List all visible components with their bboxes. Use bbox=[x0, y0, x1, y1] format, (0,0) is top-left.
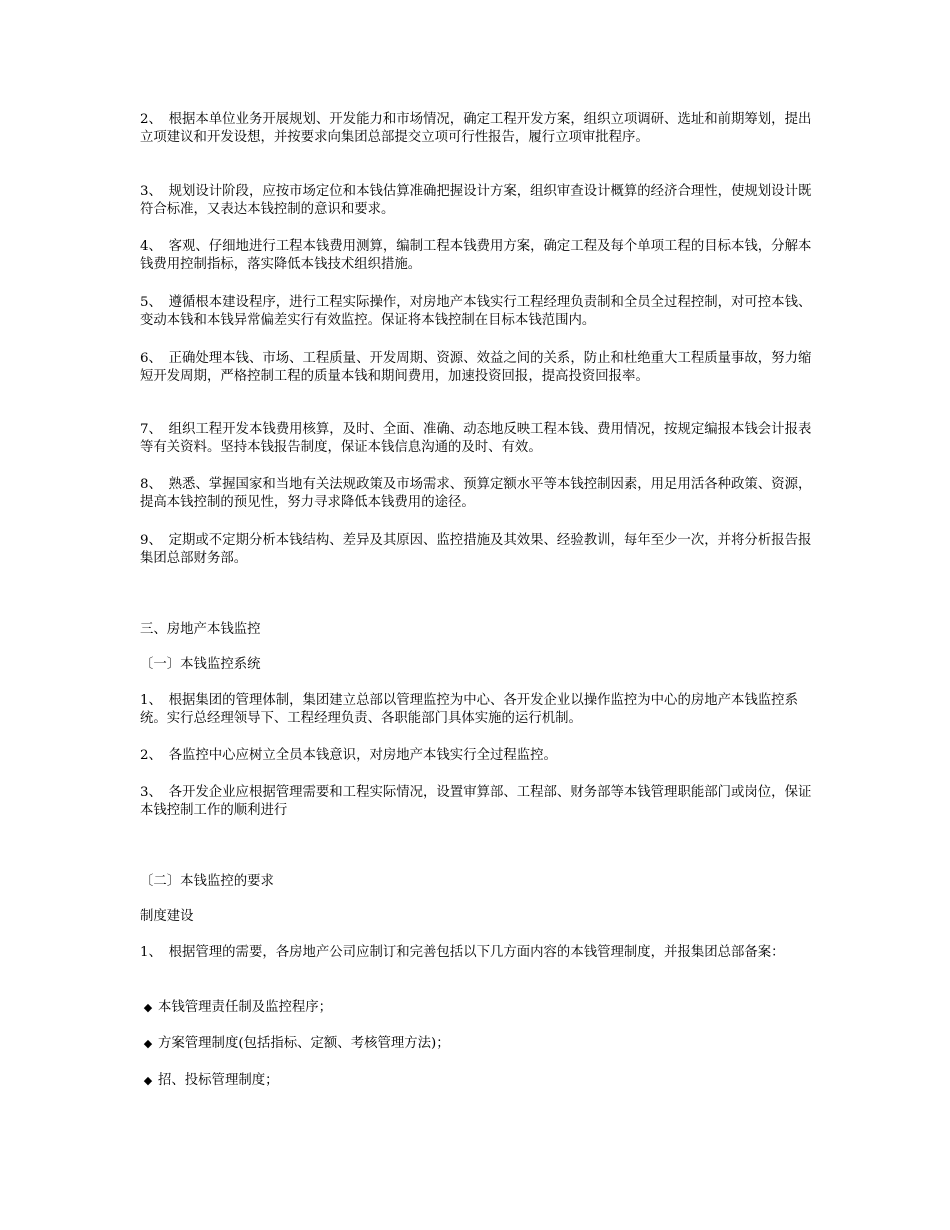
diamond-bullet-icon: ◆ bbox=[143, 1074, 153, 1087]
list-item-6: 6、 正确处理本钱、市场、工程质量、开发周期、资源、效益之间的关系，防止和杜绝重大工程质量事故，努力缩短开发周期，严格控制工程的质量本钱和期间费用，加速投资回报，提高投资回报率。 bbox=[140, 351, 812, 384]
bullet-text: 招、投标管理制度； bbox=[158, 1073, 279, 1088]
diamond-bullet-icon: ◆ bbox=[143, 1037, 153, 1050]
bullet-item bbox=[140, 1072, 812, 1090]
subsection-heading-one: 〔一〕本钱监控系统 bbox=[140, 657, 261, 672]
list-item-4: 4、 客观、仔细地进行工程本钱费用测算，编制工程本钱费用方案，确定工程及每个单项工程的目标本钱，分解本钱费用控制指标，落实降低本钱技术组织措施。 bbox=[140, 239, 812, 272]
subsection-heading-two: 〔二〕本钱监控的要求 bbox=[140, 874, 274, 889]
list-item-3: 3、 规划设计阶段，应按市场定位和本钱估算准确把握设计方案，组织审查设计概算的经济合理性，使规划设计既符合标准，又表达本钱控制的意识和要求。 bbox=[140, 184, 812, 217]
system-heading: 制度建设 bbox=[140, 909, 194, 924]
bullet-text: 本钱管理责任制及监控程序； bbox=[158, 1000, 333, 1015]
diamond-bullet-icon: ◆ bbox=[143, 1001, 153, 1014]
system-item-1: 1、 根据管理的需要，各房地产公司应制订和完善包括以下几方面内容的本钱管理制度，并报集团总部备案： bbox=[140, 945, 785, 960]
bullet-text: 方案管理制度(包括指标、定额、考核管理方法)； bbox=[158, 1036, 450, 1051]
list-item-8: 8、 熟悉、掌握国家和当地有关法规政策及市场需求、预算定额水平等本钱控制因素，用足用活各种政策、资源，提高本钱控制的预见性，努力寻求降低本钱费用的途径。 bbox=[140, 477, 812, 510]
monitor-item-3: 3、 各开发企业应根据管理需要和工程实际情况，设置审算部、工程部、财务部等本钱管理职能部门或岗位，保证本钱控制工作的顺利进行 bbox=[140, 785, 812, 818]
bullet-item bbox=[140, 999, 812, 1017]
section-heading: 三、房地产本钱监控 bbox=[140, 622, 261, 637]
list-item-7: 7、 组织工程开发本钱费用核算，及时、全面、准确、动态地反映工程本钱、费用情况，按规定编报本钱会计报表等有关资料。坚持本钱报告制度，保证本钱信息沟通的及时、有效。 bbox=[140, 422, 812, 455]
list-item-9: 9、 定期或不定期分析本钱结构、差异及其原因、监控措施及其效果、经验教训，每年至少一次，并将分析报告报集团总部财务部。 bbox=[140, 533, 812, 566]
monitor-item-1: 1、 根据集团的管理体制，集团建立总部以管理监控为中心、各开发企业以操作监控为中心的房地产本钱监控系统。实行总经理领导下、工程经理负责、各职能部门具体实施的运行机制。 bbox=[140, 693, 798, 726]
list-item-2: 2、 根据本单位业务开展规划、开发能力和市场情况，确定工程开发方案，组织立项调研、选址和前期筹划，提出立项建议和开发设想，并按要求向集团总部提交立项可行性报告，履行立项审批程序。 bbox=[140, 112, 812, 145]
monitor-item-2: 2、 各监控中心应树立全员本钱意识，对房地产本钱实行全过程监控。 bbox=[140, 748, 557, 763]
list-item-5: 5、 遵循根本建设程序，进行工程实际操作，对房地产本钱实行工程经理负责制和全员全过程控制，对可控本钱、变动本钱和本钱异常偏差实行有效监控。保证将本钱控制在目标本钱范围内。 bbox=[140, 295, 812, 328]
bullet-item bbox=[140, 1035, 812, 1053]
